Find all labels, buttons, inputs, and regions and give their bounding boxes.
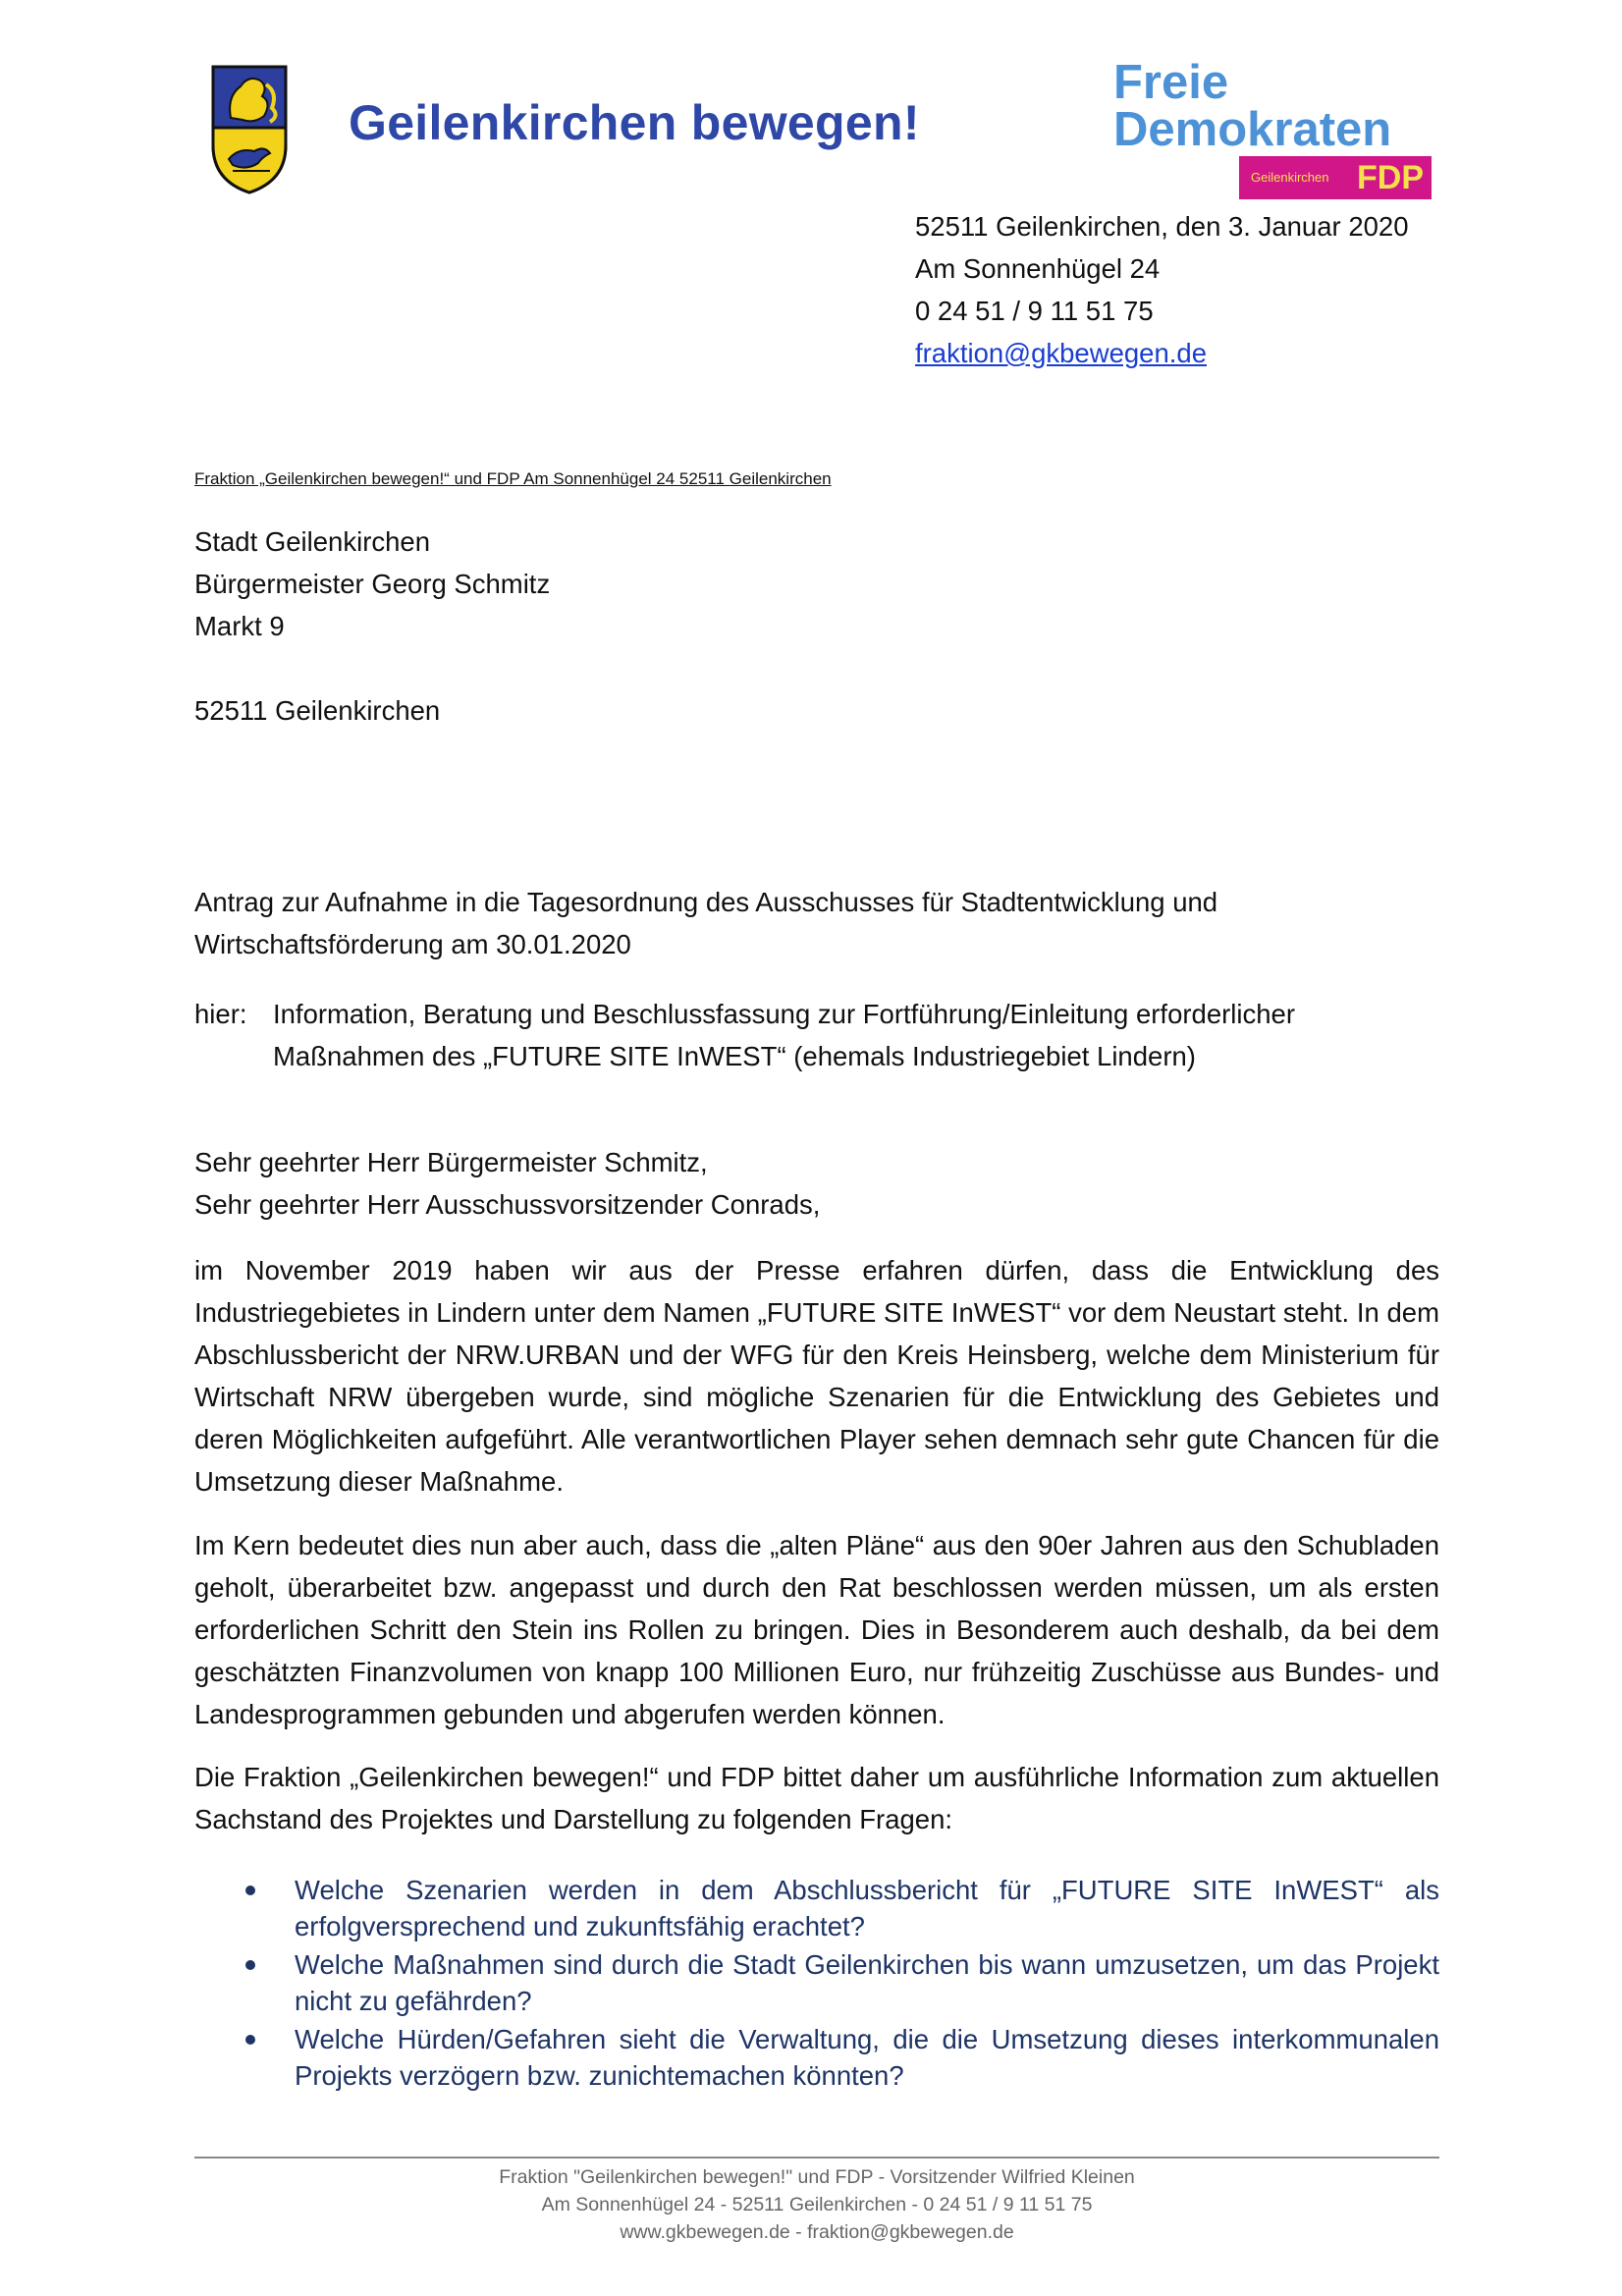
bullet-icon [245, 1886, 255, 1895]
fdp-badge [1239, 156, 1432, 199]
recipient-line2: Bürgermeister Georg Schmitz [194, 569, 551, 599]
body-paragraph-3: Die Fraktion „Geilenkirchen bewegen!“ und FDP bittet daher um ausführliche Information zum aktuellen Sachstand des Projektes und Darstellung zu folgenden Fragen: [194, 1762, 1439, 1834]
body-paragraph-2: Im Kern bedeutet dies nun aber auch, dass die „alten Pläne“ aus den 90er Jahren aus den Schubladen geholt, überarbeitet bzw. angepasst und durch den Rat beschlossen werden müssen, um als ersten erforderlichen Schritt den Stein ins Rollen zu bringen. Dies in Besonderem auch deshalb, da bei dem geschätzten Finanzvolumen von knapp 100 Millionen Euro, nur frühzeitig Zuschüsse aus Bundes- und Landesprogrammen gebunden und abgerufen werden können. [194, 1530, 1439, 1729]
subject-label: hier: [194, 999, 247, 1029]
body-paragraph-1: im November 2019 haben wir aus der Presse erfahren dürfen, dass die Entwicklung des Industriegebietes in Lindern unter dem Namen „FUTURE SITE InWEST“ vor dem Neustart steht. In dem Abschlussbericht der NRW.URBAN und der WFG für den Kreis Heinsberg, welche dem Ministerium für Wirtschaft NRW übergeben wurde, sind mögliche Szenarien für die Entwicklung des Gebietes und deren Möglichkeiten aufgeführt. Alle verantwortlichen Player sehen demnach sehr gute Chancen für die Umsetzung dieser Maßnahme. [194, 1255, 1439, 1497]
fdp-badge-party: FDP [1357, 159, 1424, 196]
question-item [194, 1872, 1439, 1944]
footer-line3: www.gkbewegen.de - fraktion@gkbewegen.de [620, 2221, 1014, 2243]
footer-divider [194, 2157, 1439, 2159]
sender-street: Am Sonnenhügel 24 [915, 253, 1161, 284]
question-text: Welche Hürden/Gefahren sieht die Verwaltung, die die Umsetzung dieses interkommunalen Projekts verzögern bzw. zunichtemachen könnten? [295, 2024, 1439, 2091]
question-list [194, 1872, 1439, 2096]
recipient-line4: 52511 Geilenkirchen [194, 695, 441, 726]
footer [194, 2163, 1439, 2246]
coat-of-arms-icon [209, 63, 290, 196]
question-item [194, 1946, 1439, 2019]
fdp-logo-line2: Demokraten [1113, 103, 1392, 156]
question-item [194, 2021, 1439, 2094]
sender-email-link[interactable]: fraktion@gkbewegen.de [915, 338, 1207, 368]
footer-line2: Am Sonnenhügel 24 - 52511 Geilenkirchen - 0 24 51 / 9 11 51 75 [541, 2194, 1093, 2215]
footer-line1: Fraktion "Geilenkirchen bewegen!" und FDP - Vorsitzender Wilfried Kleinen [499, 2166, 1135, 2188]
bullet-icon [245, 2035, 255, 2045]
fdp-badge-city: Geilenkirchen [1251, 170, 1329, 185]
sender-place-date: 52511 Geilenkirchen, den 3. Januar 2020 [915, 211, 1409, 242]
return-address-line: Fraktion „Geilenkirchen bewegen!“ und FDP Am Sonnenhügel 24 52511 Geilenkirchen [194, 469, 832, 488]
recipient-line1: Stadt Geilenkirchen [194, 526, 430, 557]
fdp-logo [1113, 57, 1437, 202]
sender-phone: 0 24 51 / 9 11 51 75 [915, 296, 1154, 326]
salutation-line1: Sehr geehrter Herr Bürgermeister Schmitz, [194, 1147, 708, 1177]
subject-text: Information, Beratung und Beschlussfassung zur Fortführung/Einleitung erforderlicher Maßnahmen des „FUTURE SITE InWEST“ (ehemals Industriegebiet Lindern) [273, 999, 1295, 1071]
recipient-block [194, 520, 550, 732]
recipient-line3: Markt 9 [194, 611, 285, 641]
sender-block [915, 205, 1409, 374]
bullet-icon [245, 1960, 255, 1970]
question-text: Welche Szenarien werden in dem Abschlussbericht für „FUTURE SITE InWEST“ als erfolgversprechend und zukunftsfähig erachtet? [295, 1875, 1439, 1941]
salutation-line2: Sehr geehrter Herr Ausschussvorsitzender Conrads, [194, 1189, 821, 1220]
org-name: Geilenkirchen bewegen! [349, 95, 920, 150]
question-text: Welche Maßnahmen sind durch die Stadt Geilenkirchen bis wann umzusetzen, um das Projekt nicht zu gefährden? [295, 1949, 1439, 2016]
subject-title: Antrag zur Aufnahme in die Tagesordnung des Ausschusses für Stadtentwicklung und Wirtschaftsförderung am 30.01.2020 [194, 887, 1218, 959]
fdp-logo-line1: Freie [1113, 56, 1229, 109]
